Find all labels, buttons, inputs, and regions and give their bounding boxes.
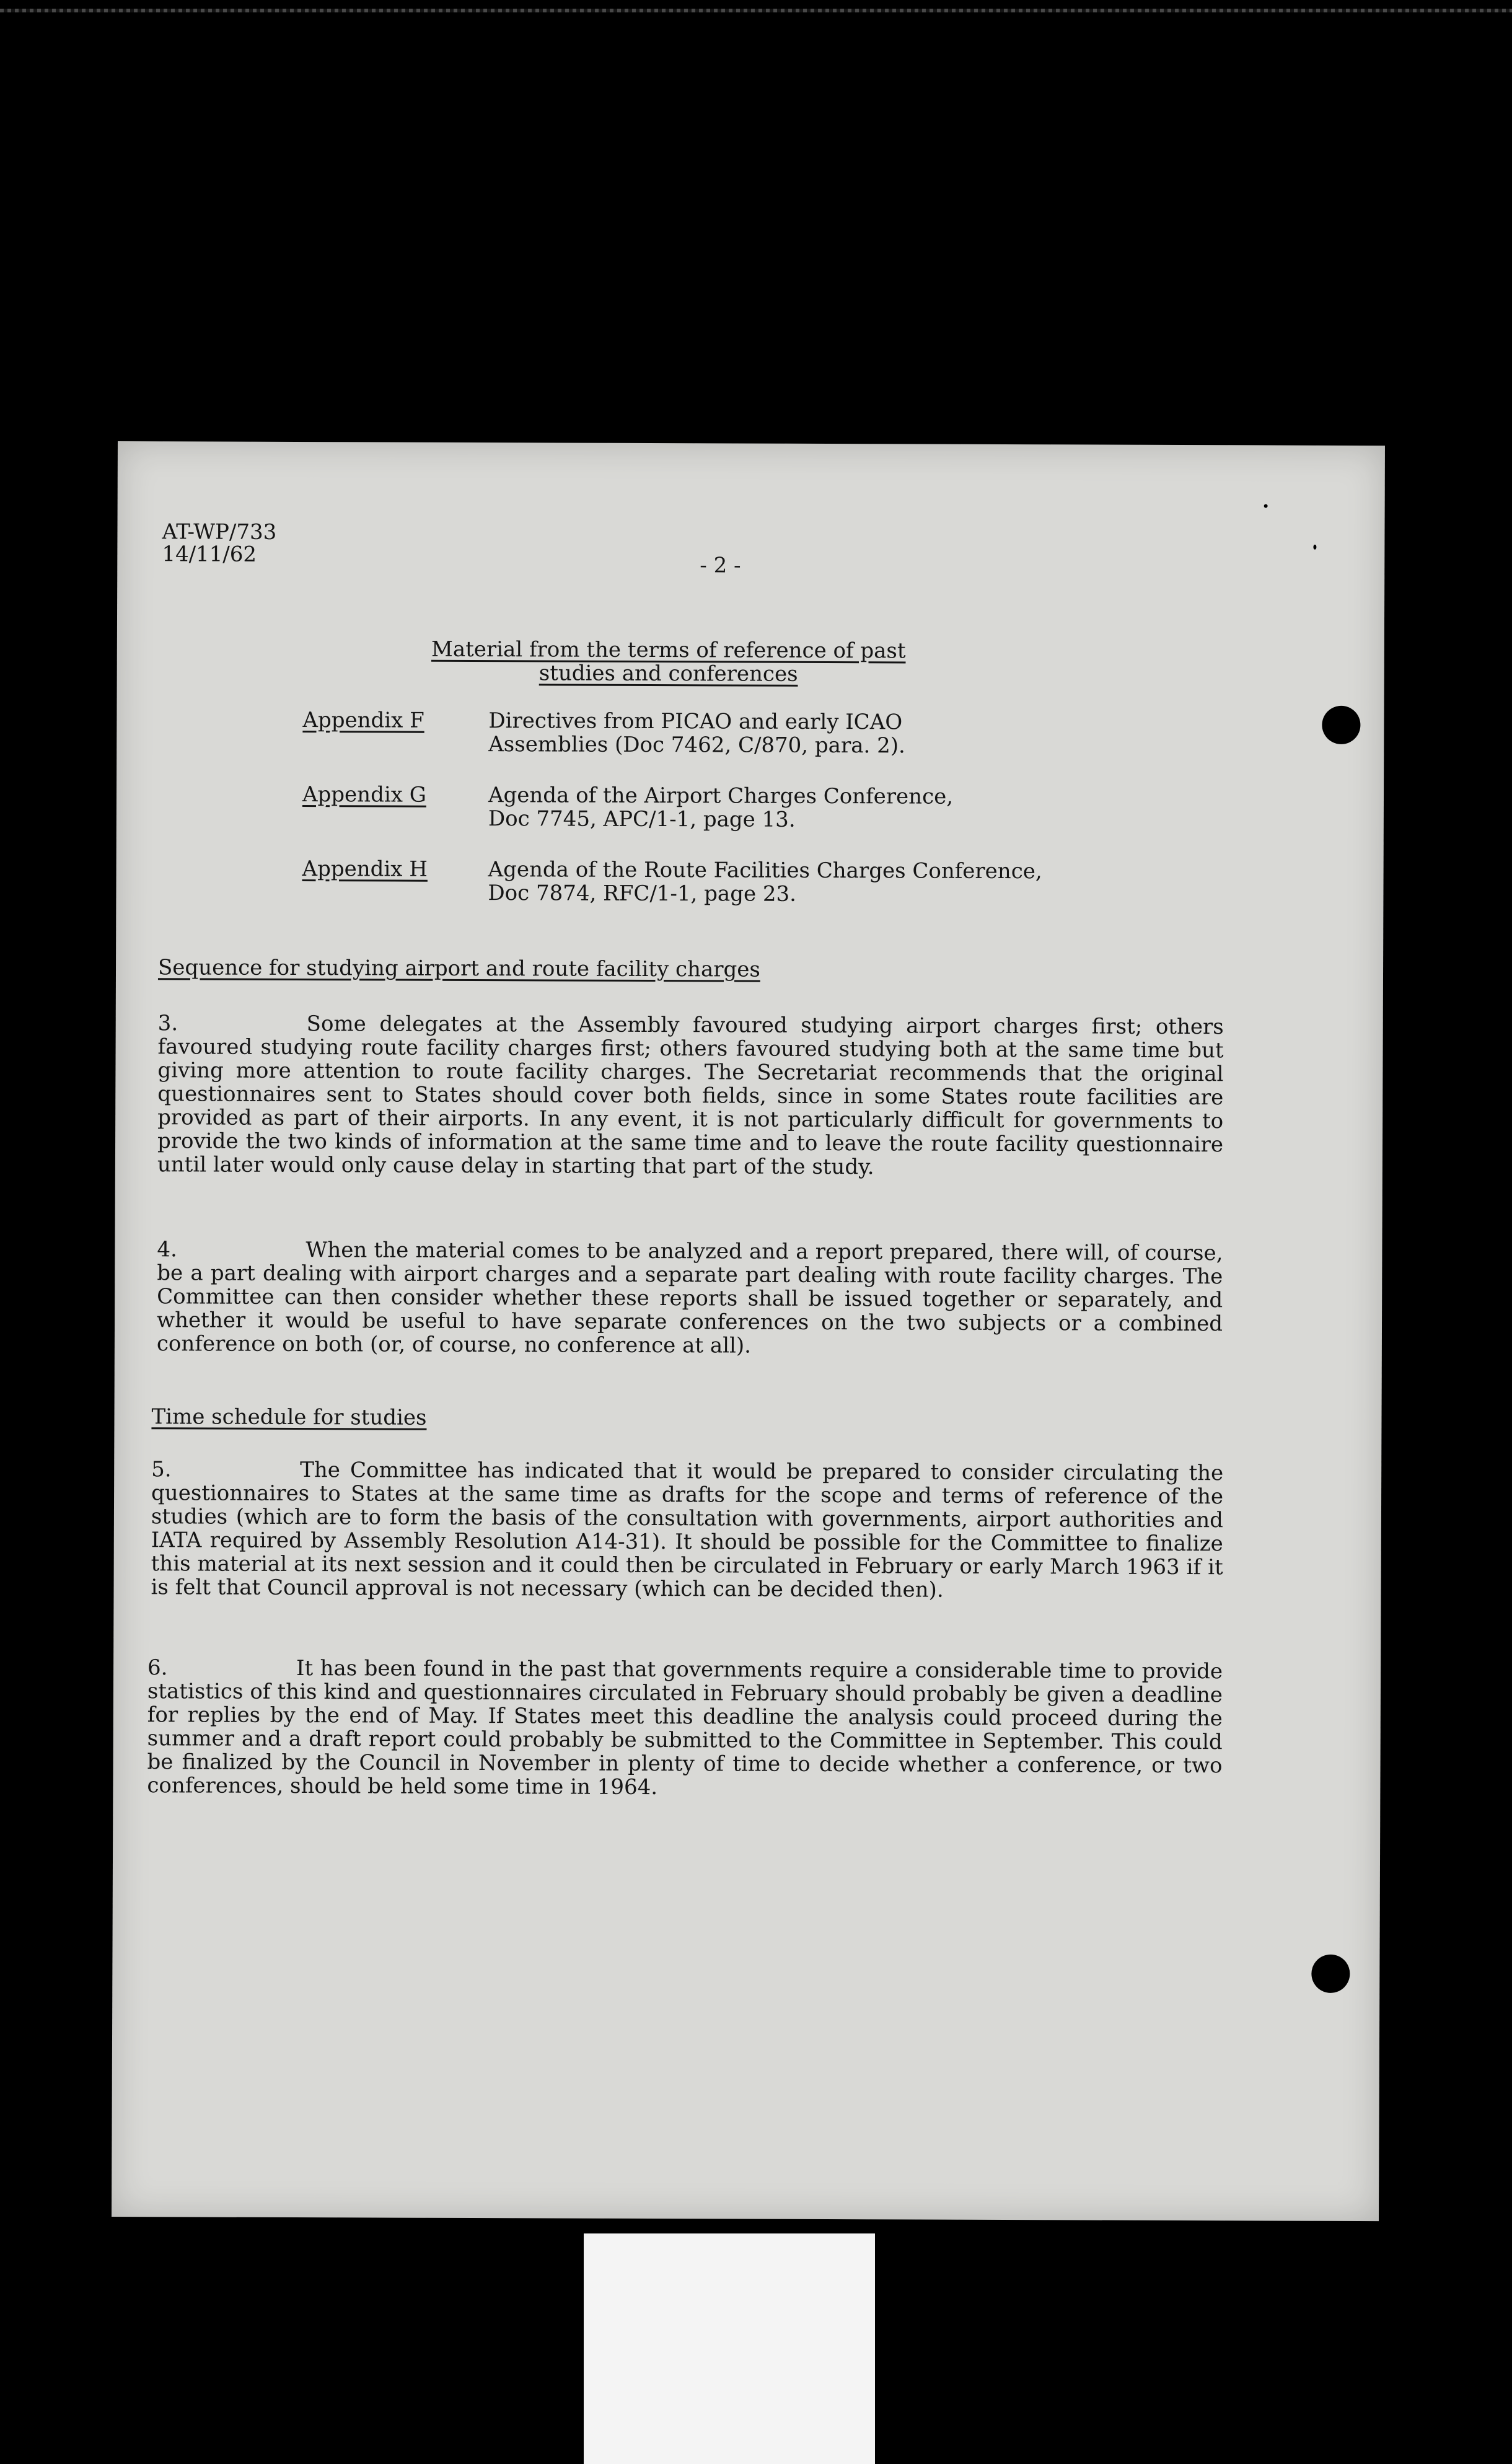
appendix-description <box>488 709 1232 759</box>
appendix-heading-line-1: Material from the terms of reference of past <box>431 636 906 664</box>
document-code: AT-WP/733 <box>162 519 277 545</box>
paragraph-number: 3. <box>157 1011 178 1036</box>
appendix-heading-line-2: studies and conferences <box>538 661 798 687</box>
paragraph-3 <box>157 1011 1224 1180</box>
blank-card-below-page <box>584 2233 875 2464</box>
scan-edge-strip <box>0 9 1512 12</box>
appendix-label: Appendix H <box>302 856 428 882</box>
paragraph-text: When the material comes to be analyzed and a report prepared, there will, of course, be a part dealing with airport charges and a separate part dealing with route facility charges. The Committee can then consider whether these reports shall be issued together or separately, and whether it would be useful to have separate conferences on the two subjects or a combined conference on both (or, of course, no conference at all). <box>156 1238 1223 1358</box>
document-date: 14/11/62 <box>162 542 257 567</box>
appendix-description-line: Agenda of the Airport Charges Conference, <box>488 783 954 809</box>
paragraph-number: 6. <box>147 1655 168 1681</box>
page-number: - 2 - <box>700 553 741 578</box>
appendix-description-line: Assemblies (Doc 7462, C/870, para. 2). <box>488 732 905 759</box>
paragraph-text: It has been found in the past that governments require a considerable time to provide statistics of this kind and questionnaires circulated in February should probably be given a deadline for replies by the end of May. If States meet this deadline the analysis could proceed during the summer and a draft report could probably be submitted to the Committee in September. This could be finalized by the Council in November in plenty of time to decide whether a conference, or two conferences, should be held some time in 1964. <box>147 1656 1223 1800</box>
scan-speck <box>1313 545 1316 550</box>
paragraph-text: The Committee has indicated that it would be prepared to consider circulating the questionnaires to States at the same time as drafts for the scope and terms of reference of the studies (which are to form the basis of the consultation with governments, airport authorities and IATA required by Assembly Resolution A14-31). It should be possible for the Committee to finalize this material at its next session and it could then be circulated in February or early March 1963 if it is felt that Council approval is not necessary (which can be decided then). <box>151 1458 1224 1603</box>
section-heading-schedule: Time schedule for studies <box>151 1404 427 1430</box>
punch-hole-bottom <box>1311 1955 1350 1993</box>
paragraph-number: 4. <box>157 1237 177 1262</box>
appendix-list <box>302 708 1232 935</box>
paragraph-6 <box>147 1656 1223 1801</box>
section-heading-sequence: Sequence for studying airport and route facility charges <box>157 955 760 982</box>
paragraph-text: Some delegates at the Assembly favoured studying airport charges first; others favoured studying route facility charges first; others favoured studying both at the same time but giving more attention to route facility charges. The Secretariat recommends that the original questionnaires sent to States should cover both fields, since in some States route facilities are provided as part of their airports. In any event, it is not particularly difficult for governments to provide the two kinds of information at the same time and to leave the route facility questionnaire until later would only cause delay in starting that part of the study. <box>157 1011 1224 1180</box>
appendix-description-line: Agenda of the Route Facilities Charges Conference, <box>488 857 1042 884</box>
appendix-item <box>302 783 1232 833</box>
paragraph-4 <box>157 1238 1223 1359</box>
document-reference <box>162 521 276 566</box>
appendix-description <box>488 783 1232 833</box>
paragraph-number: 5. <box>151 1457 172 1482</box>
appendix-heading <box>390 638 947 687</box>
appendix-label: Appendix G <box>302 782 426 807</box>
appendix-item <box>302 708 1232 759</box>
appendix-description-line: Doc 7874, RFC/1-1, page 23. <box>488 881 797 907</box>
appendix-description <box>488 858 1231 907</box>
document-page <box>112 441 1385 2221</box>
appendix-label: Appendix F <box>302 708 424 733</box>
paragraph-5 <box>151 1458 1223 1603</box>
appendix-description-line: Directives from PICAO and early ICAO <box>488 708 903 735</box>
appendix-description-line: Doc 7745, APC/1-1, page 13. <box>488 806 796 832</box>
scan-speck <box>1264 504 1268 508</box>
punch-hole-top <box>1322 706 1360 744</box>
appendix-item <box>302 857 1231 907</box>
